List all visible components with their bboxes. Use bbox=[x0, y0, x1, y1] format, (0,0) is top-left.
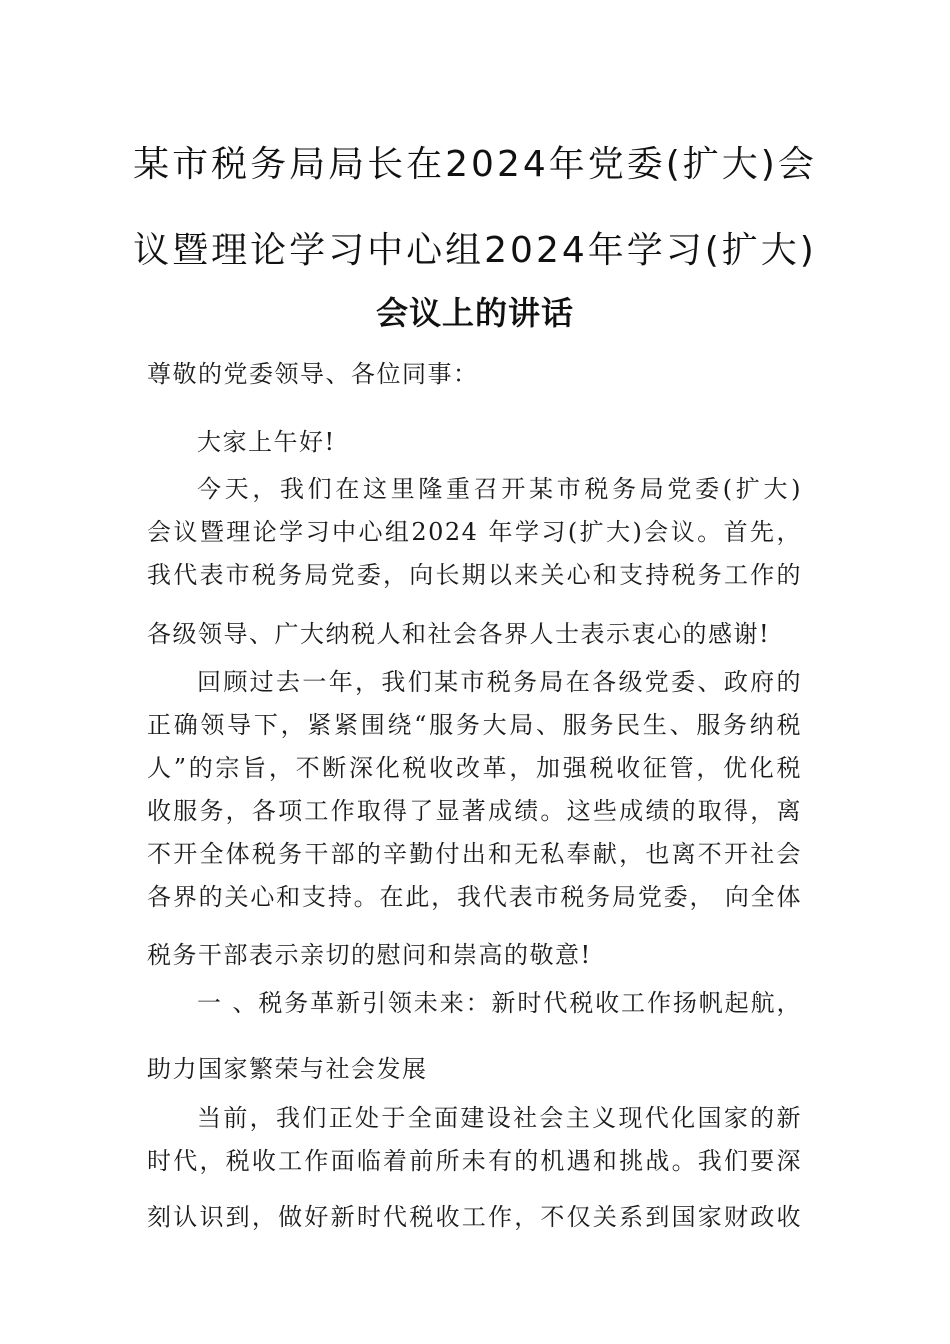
body-line: 人”的宗旨，不断深化税收改革，加强税收征管，优化税 bbox=[147, 754, 802, 782]
body-line: 各界的关心和支持。在此，我代表市税务局党委， 向全体 bbox=[147, 883, 802, 911]
title-line-2: 议暨理论学习中心组2024年学习(扩大) bbox=[133, 230, 817, 271]
body-line: 收服务，各项工作取得了显著成绩。这些成绩的取得，离 bbox=[147, 797, 802, 825]
body-line: 税务干部表示亲切的慰问和崇高的敬意! bbox=[147, 941, 592, 969]
title-line-1: 某市税务局局长在2024年党委(扩大)会 bbox=[133, 144, 817, 185]
body-line: 刻认识到，做好新时代税收工作，不仅关系到国家财政收 bbox=[147, 1203, 802, 1231]
body-line: 会议暨理论学习中心组2024 年学习(扩大)会议。首先， bbox=[147, 518, 802, 546]
section-heading-line: 一 、税务革新引领未来：新时代税收工作扬帆起航， bbox=[197, 989, 802, 1017]
body-line: 各级领导、广大纳税人和社会各界人士表示衷心的感谢! bbox=[147, 620, 771, 648]
greeting: 尊敬的党委领导、各位同事： bbox=[147, 360, 479, 388]
title-line-3: 会议上的讲话 bbox=[375, 294, 574, 332]
section-heading-line: 助力国家繁荣与社会发展 bbox=[147, 1055, 428, 1083]
body-line: 大家上午好! bbox=[197, 428, 336, 456]
body-line: 时代，税收工作面临着前所未有的机遇和挑战。我们要深 bbox=[147, 1147, 802, 1175]
body-line: 正确领导下，紧紧围绕“服务大局、服务民生、服务纳税 bbox=[147, 711, 802, 739]
body-line: 回顾过去一年，我们某市税务局在各级党委、政府的 bbox=[197, 668, 802, 696]
body-line: 今天，我们在这里隆重召开某市税务局党委(扩大) bbox=[197, 475, 802, 503]
body-line: 当前，我们正处于全面建设社会主义现代化国家的新 bbox=[197, 1104, 802, 1132]
body-line: 我代表市税务局党委，向长期以来关心和支持税务工作的 bbox=[147, 561, 802, 589]
body-line: 不开全体税务干部的辛勤付出和无私奉献，也离不开社会 bbox=[147, 840, 802, 868]
